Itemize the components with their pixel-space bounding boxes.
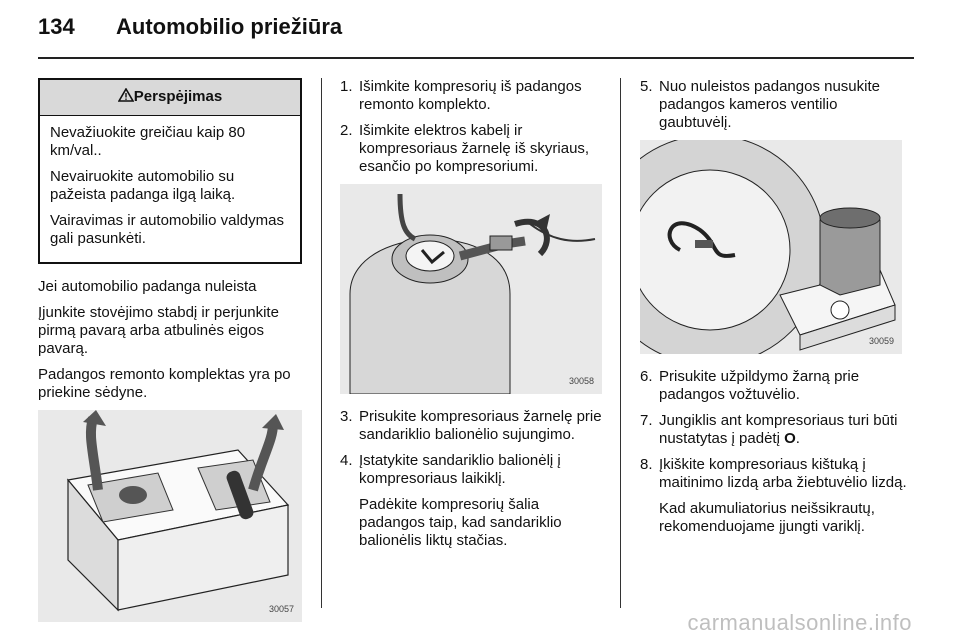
page-number: 134 xyxy=(38,14,75,39)
page-header xyxy=(38,14,342,40)
figure-compressor-hose xyxy=(340,184,602,394)
steps-list-c xyxy=(640,78,910,132)
figure-repair-kit-box xyxy=(38,410,302,622)
header-rule xyxy=(38,57,914,59)
watermark: carmanualsonline.info xyxy=(687,610,912,635)
warning-line: Nevažiuokite greičiau kaip 80 km/val.. xyxy=(50,124,246,159)
column-3 xyxy=(640,78,910,544)
paragraph-flat-tyre: Jei automobilio padanga nuleista xyxy=(38,278,257,295)
step8-extra: Kad akumuliatorius neišsikrautų, rekomenduojame įjungti variklį. xyxy=(659,500,875,535)
switch-position: O xyxy=(784,430,796,447)
list-item: 5. Nuo nuleistos padangos nusukite padangos kameros ventilio gaubtuvėlį. xyxy=(640,78,880,131)
compressor-illustration xyxy=(340,184,602,394)
paragraph-kit-location: Padangos remonto komplektas yra po priekine sėdyne. xyxy=(38,366,291,401)
step4-extra: Padėkite kompresorių šalia padangos taip, kad sandariklio balionėlis liktų stačias. xyxy=(359,496,562,549)
list-item: 1. Išimkite kompresorių iš padangos remonto komplekto. xyxy=(340,78,582,113)
column-divider xyxy=(620,78,621,608)
column-1 xyxy=(38,78,302,622)
column-divider xyxy=(321,78,322,608)
figure-code: 30057 xyxy=(268,604,294,614)
list-item: 8. Įkiškite kompresoriaus kištuką į maitinimo lizdą arba žiebtuvėlio lizdą. Kad akumuliatorius neišsikrautų, rekomenduojame įjungti variklį. xyxy=(640,456,910,536)
list-item: 6. Prisukite užpildymo žarną prie padangos vožtuvėlio. xyxy=(640,368,860,403)
warning-title-bar xyxy=(40,80,300,116)
warning-box xyxy=(38,78,302,264)
warning-line: Nevairuokite automobilio su pažeista padanga ilgą laiką. xyxy=(50,168,236,203)
column-2 xyxy=(340,78,605,558)
steps-list-d xyxy=(640,368,910,536)
warning-triangle-icon xyxy=(118,88,134,102)
list-item: 7. Jungiklis ant kompresoriaus turi būti nustatytas į padėtį O. xyxy=(640,412,898,447)
steps-list-b xyxy=(340,408,605,550)
paragraph-handbrake: Įjunkite stovėjimo stabdį ir perjunkite pirmą pavarą arba atbulinės eigos pavarą. xyxy=(38,304,279,357)
repair-kit-illustration xyxy=(38,410,302,622)
figure-code: 30058 xyxy=(568,376,594,386)
warning-body xyxy=(40,116,300,262)
list-item: 2. Išimkite elektros kabelį ir kompresoriaus žarnelę iš skyriaus, esančio po kompresoriumi. xyxy=(340,122,590,175)
list-item: 4. Įstatykite sandariklio balionėlį į kompresoriaus laikiklį. Padėkite kompresorių šalia padangos taip, kad sandariklio balionėlis liktų stačias. xyxy=(340,452,605,550)
list-item: 3. Prisukite kompresoriaus žarnelę prie sandariklio balionėlio sujungimo. xyxy=(340,408,602,443)
warning-line: Vairavimas ir automobilio valdymas gali pasunkėti. xyxy=(50,212,284,247)
figure-code: 30059 xyxy=(868,336,894,346)
warning-title: Perspėjimas xyxy=(133,88,223,105)
tyre-valve-illustration xyxy=(640,140,902,354)
page-title: Automobilio priežiūra xyxy=(116,14,343,39)
steps-list-a xyxy=(340,78,605,176)
figure-valve-cap xyxy=(640,140,902,354)
